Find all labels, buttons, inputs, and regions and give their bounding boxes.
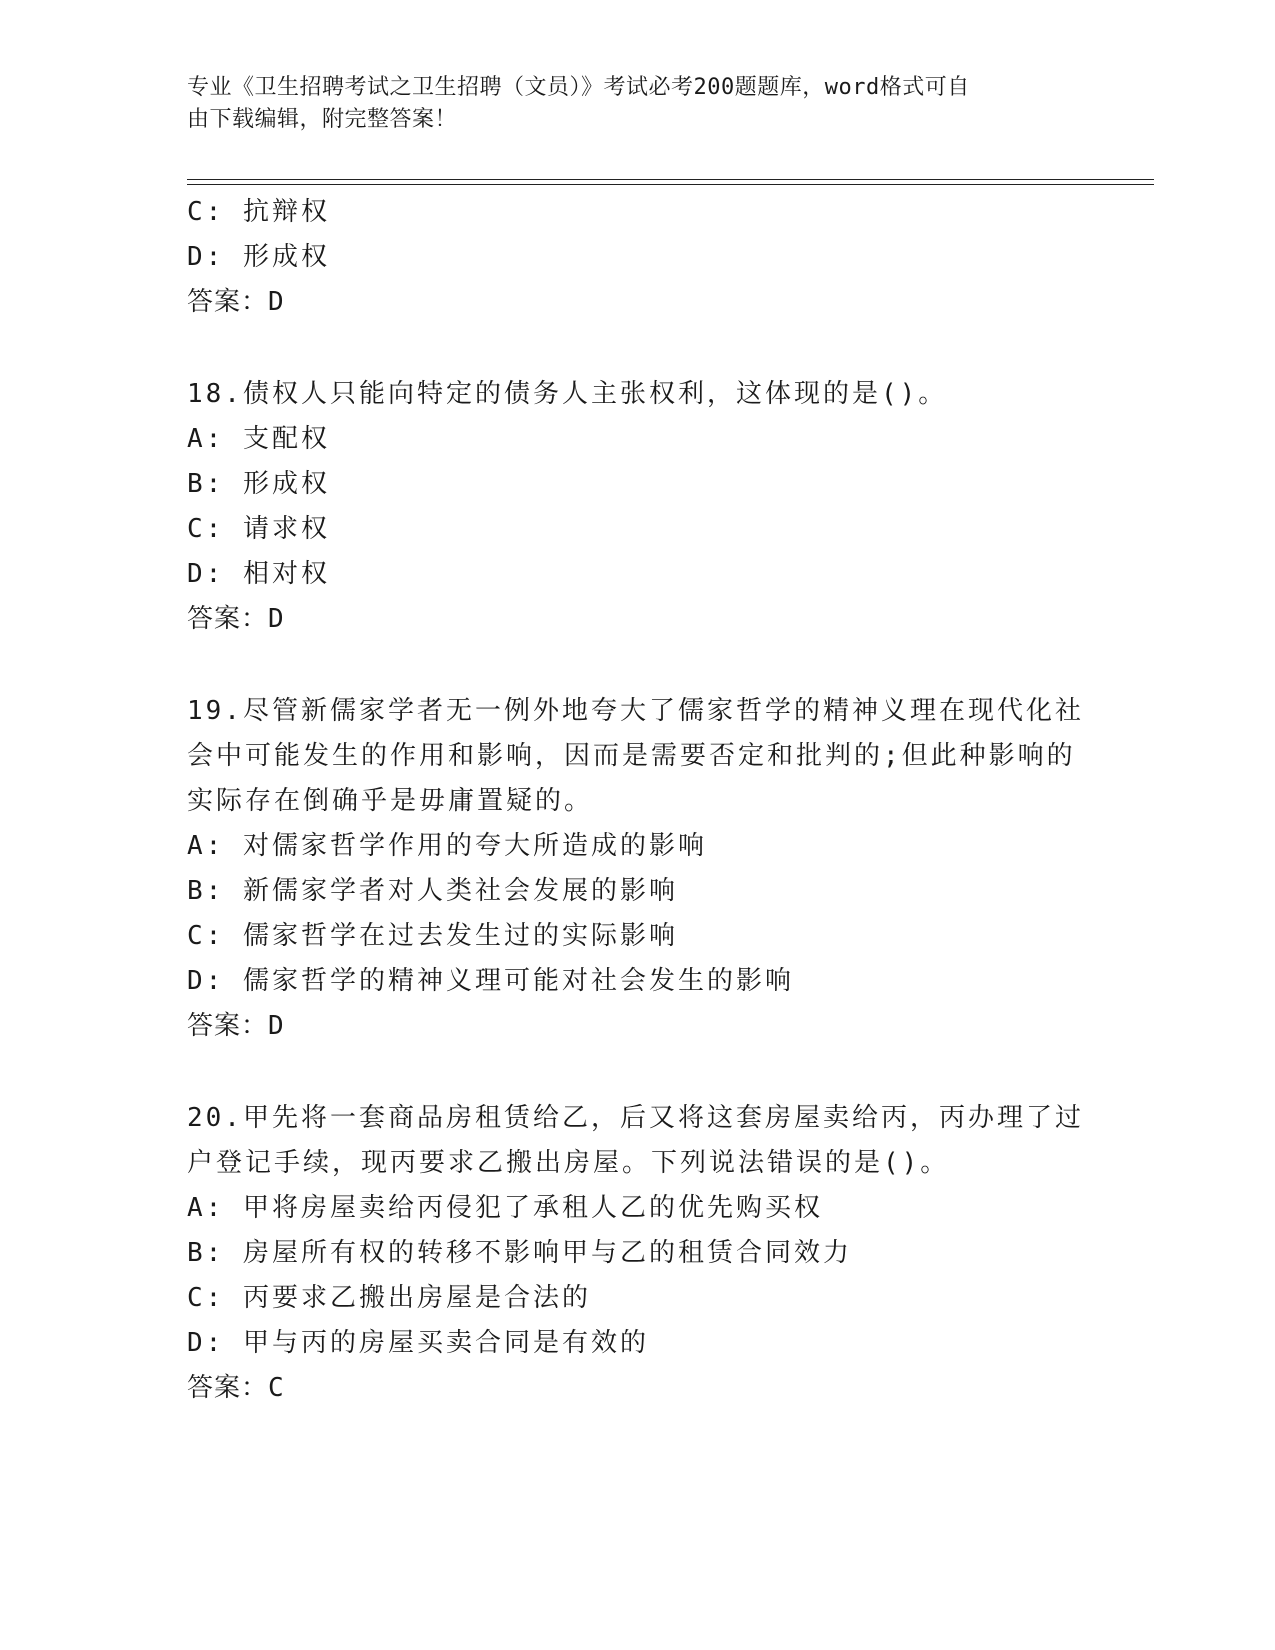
option-d: D: 形成权 (187, 242, 330, 272)
option-b: B: 形成权 (187, 469, 330, 499)
question-text: 18.债权人只能向特定的债务人主张权利，这体现的是()。 (187, 379, 948, 409)
option-a: A: 甲将房屋卖给丙侵犯了承租人乙的优先购买权 (187, 1193, 823, 1223)
option-b: B: 新儒家学者对人类社会发展的影响 (187, 876, 678, 906)
option-c: C: 儒家哲学在过去发生过的实际影响 (187, 921, 678, 951)
option-d: D: 甲与丙的房屋买卖合同是有效的 (187, 1328, 649, 1358)
header-divider-top (187, 179, 1154, 180)
question-text-line-2: 户登记手续，现丙要求乙搬出房屋。下列说法错误的是()。 (187, 1148, 950, 1178)
option-c: C: 抗辩权 (187, 197, 330, 227)
question-20 (187, 1096, 1087, 1411)
answer-line: 答案：D (187, 1011, 285, 1041)
option-c: C: 请求权 (187, 514, 330, 544)
answer-line: 答案：D (187, 604, 285, 634)
spacer (187, 325, 1087, 372)
question-text-line-1: 20.甲先将一套商品房租赁给乙，后又将这套房屋卖给丙，丙办理了过 (187, 1103, 1084, 1133)
question-text-line-1: 19.尽管新儒家学者无一例外地夸大了儒家哲学的精神义理在现代化社 (187, 696, 1084, 726)
option-b: B: 房屋所有权的转移不影响甲与乙的租赁合同效力 (187, 1238, 852, 1268)
document-body (187, 190, 1087, 1411)
question-17-continuation (187, 190, 1087, 325)
question-18 (187, 372, 1087, 642)
option-d: D: 儒家哲学的精神义理可能对社会发生的影响 (187, 966, 794, 996)
header-line-2: 由下载编辑，附完整答案！ (187, 107, 458, 132)
option-c: C: 丙要求乙搬出房屋是合法的 (187, 1283, 591, 1313)
question-text-line-3: 实际存在倒确乎是毋庸置疑的。 (187, 786, 594, 816)
document-header (187, 72, 1067, 136)
question-19 (187, 689, 1087, 1049)
header-line-1: 专业《卫生招聘考试之卫生招聘（文员）》考试必考200题题库，word格式可自 (187, 75, 970, 100)
answer-line: 答案：C (187, 1373, 285, 1403)
option-d: D: 相对权 (187, 559, 330, 589)
header-divider-bottom (187, 184, 1154, 185)
option-a: A: 支配权 (187, 424, 330, 454)
spacer (187, 1049, 1087, 1096)
option-a: A: 对儒家哲学作用的夸大所造成的影响 (187, 831, 707, 861)
question-text-line-2: 会中可能发生的作用和影响，因而是需要否定和批判的;但此种影响的 (187, 741, 1076, 771)
answer-line: 答案：D (187, 287, 285, 317)
spacer (187, 642, 1087, 689)
